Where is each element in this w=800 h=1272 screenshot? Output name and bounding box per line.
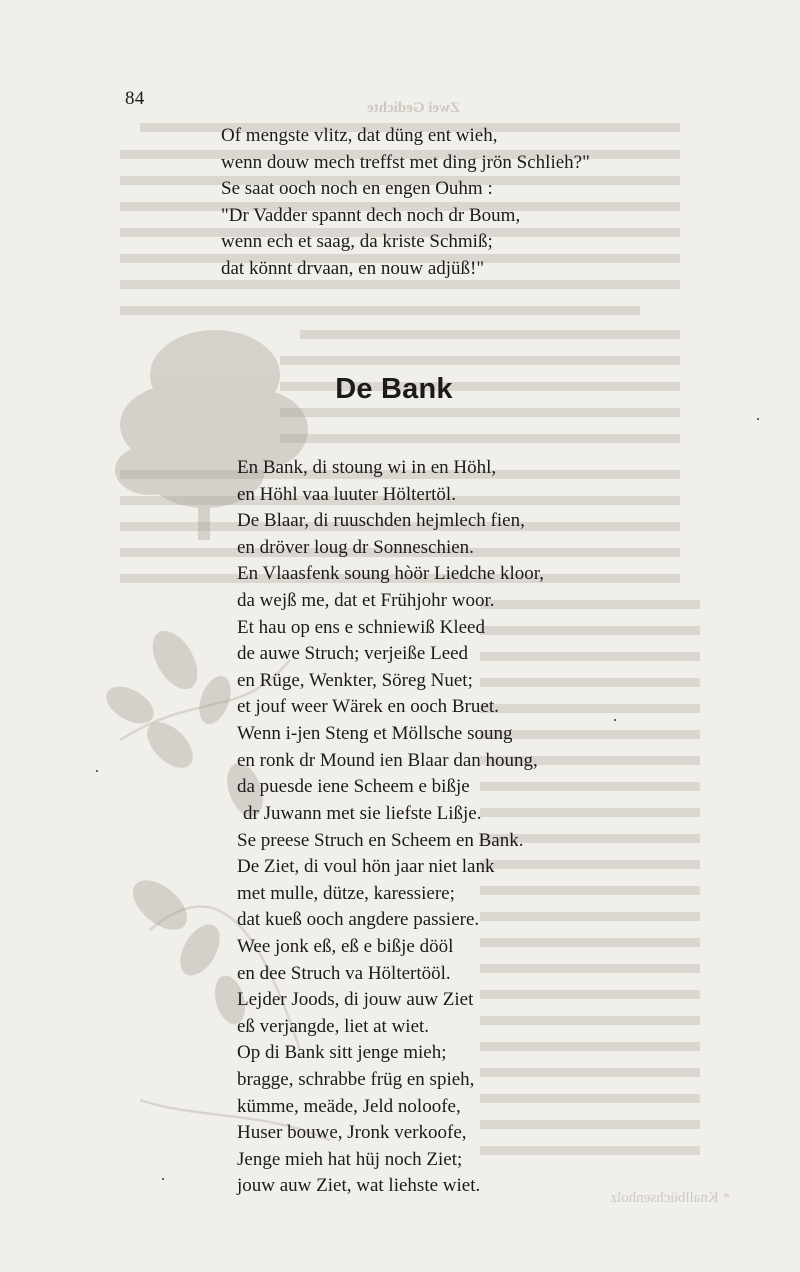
verse-line: en Höhl vaa luuter Höltertöl. <box>237 483 456 505</box>
verse-line: "Dr Vadder spannt dech noch dr Boum, <box>221 204 521 226</box>
verse-line: dat kueß ooch angdere passiere. <box>237 909 480 931</box>
verse-line: En Vlaasfenk soung hòör Liedche kloor, <box>237 563 545 585</box>
verse-line: Se preese Struch en Scheem en Bank. <box>237 829 524 851</box>
verse-line: en Rüge, Wenkter, Söreg Nuet; <box>237 669 473 691</box>
poem-title: De Bank <box>335 373 453 405</box>
verse-line: eß verjangde, liet at wiet. <box>237 1015 430 1037</box>
speck-mark <box>96 770 98 772</box>
verse-line: Huser bouwe, Jronk verkoofe, <box>237 1122 467 1144</box>
verse-line: de auwe Struch; verjeiße Leed <box>237 643 469 665</box>
speck-mark <box>614 719 616 721</box>
verse-line: bragge, schrabbe früg en spieh, <box>237 1069 475 1091</box>
verse-line: en dröver loug dr Sonneschien. <box>237 536 474 558</box>
verse-line: en ronk dr Mound ien Blaar dan houng, <box>237 749 538 771</box>
verse-line: Wee jonk eß, eß e bißje dööl <box>237 935 454 957</box>
verse-line: Lejder Joods, di jouw auw Ziet <box>237 989 474 1011</box>
verse-line: kümme, meäde, Jeld noloofe, <box>237 1095 461 1117</box>
verse-line: et jouf weer Wärek en ooch Bruet. <box>237 696 499 718</box>
page-number: 84 <box>125 88 145 109</box>
show-through-heading: Zwei Gedichte <box>367 100 460 116</box>
verse-line: wenn douw mech treffst met ding jrön Schlieh?" <box>221 151 590 173</box>
previous-poem-ending <box>221 123 590 283</box>
verse-line: En Bank, di stoung wi in en Höhl, <box>237 457 497 478</box>
verse-line: da wejß me, dat et Frühjohr woor. <box>237 590 495 612</box>
speck-mark <box>162 1178 164 1180</box>
verse-line: Et hau op ens e schniewiß Kleed <box>237 616 485 638</box>
verse-line: Jenge mieh hat hüj noch Ziet; <box>237 1148 463 1170</box>
verse-line: Op di Bank sitt jenge mieh; <box>237 1042 447 1064</box>
verse-line: da puesde iene Scheem e bißje <box>237 776 470 798</box>
show-through-footnote: * Knallbüchsenholz <box>610 1190 730 1206</box>
poem-body <box>237 455 544 1200</box>
verse-line: Wenn i-jen Steng et Möllsche soung <box>237 723 513 745</box>
verse-line: jouw auw Ziet, wat liehste wiet. <box>237 1175 481 1197</box>
verse-line: dat könnt drvaan, en nouw adjüß!" <box>221 257 485 279</box>
verse-line: en dee Struch va Höltertööl. <box>237 962 451 984</box>
verse-line: De Ziet, di voul hön jaar niet lank <box>237 856 495 878</box>
verse-line: Se saat ooch noch en engen Ouhm : <box>221 178 493 200</box>
verse-line: wenn ech et saag, da kriste Schmiß; <box>221 231 493 253</box>
speck-mark <box>757 418 759 420</box>
verse-line: met mulle, dütze, karessiere; <box>237 882 455 904</box>
verse-line: dr Juwann met sie liefste Lißje. <box>243 802 482 824</box>
verse-line: De Blaar, di ruuschden hejmlech fien, <box>237 510 525 532</box>
verse-line: Of mengste vlitz, dat düng ent wieh, <box>221 125 498 146</box>
